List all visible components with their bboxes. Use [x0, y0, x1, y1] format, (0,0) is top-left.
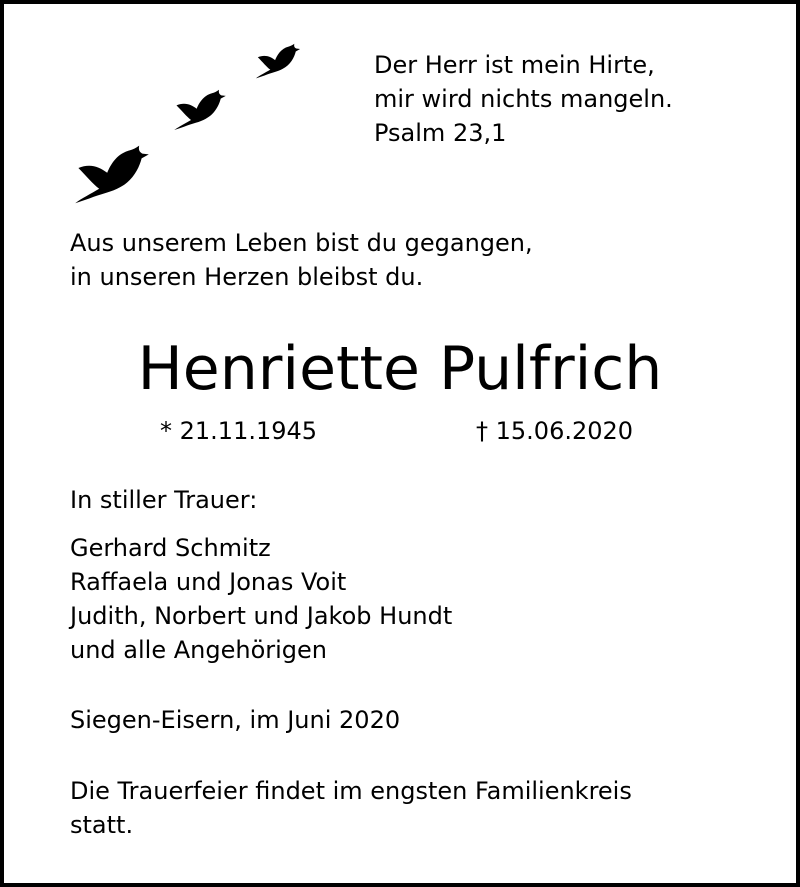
mourner-name: Judith, Norbert und Jakob Hundt: [70, 602, 453, 630]
mourner-name: Gerhard Schmitz: [70, 534, 271, 562]
bird-icon: [254, 42, 302, 82]
memorial-verse: [70, 226, 533, 294]
mourners-list: [70, 531, 452, 667]
deceased-name: Henriette Pulfrich: [137, 334, 663, 404]
ceremony-line: Die Trauerfeier findet im engsten Familienkreis: [70, 777, 632, 805]
psalm-line: mir wird nichts mangeln.: [374, 85, 673, 113]
ceremony-note: [70, 774, 760, 842]
birth-date: * 21.11.1945: [160, 417, 318, 445]
psalm-reference: Psalm 23,1: [374, 119, 507, 147]
bird-icon: [172, 88, 228, 134]
place-date: Siegen-Eisern, im Juni 2020: [70, 706, 401, 734]
mourner-name: und alle Angehörigen: [70, 636, 327, 664]
verse-line: in unseren Herzen bleibst du.: [70, 263, 424, 291]
psalm-quote: [374, 48, 673, 150]
verse-line: Aus unserem Leben bist du gegangen,: [70, 229, 533, 257]
ceremony-line: statt.: [70, 811, 134, 839]
mourning-intro: In stiller Trauer:: [70, 486, 258, 514]
psalm-line: Der Herr ist mein Hirte,: [374, 51, 655, 79]
mourner-name: Raffaela und Jonas Voit: [70, 568, 347, 596]
bird-icon: [70, 144, 154, 208]
death-date: † 15.06.2020: [476, 417, 634, 445]
